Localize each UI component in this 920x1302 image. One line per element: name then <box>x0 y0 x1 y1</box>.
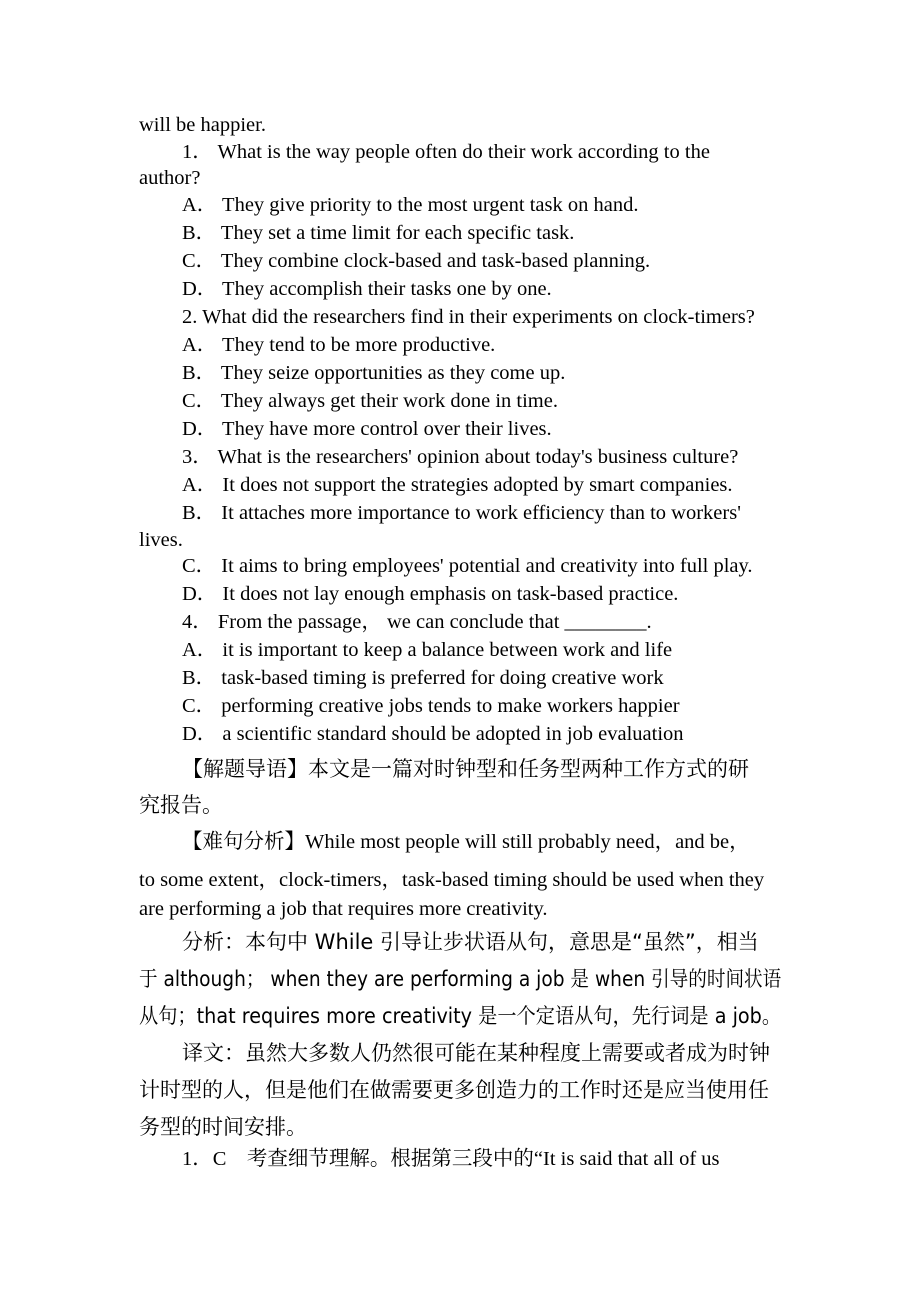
q2-option-c: C． They always get their work done in time. <box>182 390 558 412</box>
guide-heading-line: 【解题导语】本文是一篇对时钟型和任务型两种工作方式的研 <box>182 757 749 781</box>
q3-option-a: A． It does not support the strategies adopted by smart companies. <box>182 474 733 496</box>
q4-option-a: A． it is important to keep a balance between work and life <box>182 639 673 661</box>
q2-option-b: B． They seize opportunities as they come up. <box>182 362 566 384</box>
q3-option-d: D． It does not lay enough emphasis on task-based practice. <box>182 583 679 605</box>
q1-option-a: A． They give priority to the most urgent task on hand. <box>182 194 639 216</box>
q4-option-b: B． task-based timing is preferred for doing creative work <box>182 667 664 689</box>
q3-option-c: C． It aims to bring employees' potential and creativity into full play. <box>182 555 753 577</box>
q4-option-d: D． a scientific standard should be adopted in job evaluation <box>182 723 684 745</box>
analysis-explanation-line-2: 于 although； when they are performing a job 是 when 引导的时间状语 <box>139 967 782 991</box>
translation-line-1: 译文：虽然大多数人仍然很可能在某种程度上需要或者成为时钟 <box>182 1041 770 1065</box>
q3-option-b: B． It attaches more importance to work efficiency than to workers' <box>182 502 741 524</box>
question-4-stem: 4． From the passage， we can conclude that ________. <box>182 611 652 633</box>
q4-option-c: C． performing creative jobs tends to make workers happier <box>182 695 680 717</box>
answer-1-explanation: 1．C 考查细节理解。根据第三段中的“It is said that all of us <box>182 1148 720 1170</box>
analysis-sentence-line-3: are performing a job that requires more creativity. <box>139 898 548 920</box>
analysis-explanation-line-3: 从句；that requires more creativity 是一个定语从句，先行词是 a job。 <box>139 1004 782 1028</box>
question-2-stem: 2. What did the researchers find in their experiments on clock-timers? <box>182 306 755 328</box>
q3-option-b-cont: lives. <box>139 529 183 551</box>
q1-option-d: D． They accomplish their tasks one by one. <box>182 278 552 300</box>
translation-line-2: 计时型的人，但是他们在做需要更多创造力的工作时还是应当使用任 <box>139 1078 769 1102</box>
question-1-stem-cont: author? <box>139 167 201 189</box>
q1-option-c: C． They combine clock-based and task-based planning. <box>182 250 651 272</box>
q1-option-b: B． They set a time limit for each specific task. <box>182 222 575 244</box>
guide-line-2: 究报告。 <box>139 793 223 817</box>
question-1-stem: 1． What is the way people often do their work according to the <box>182 141 710 163</box>
intro-tail: will be happier. <box>139 114 266 136</box>
translation-line-3: 务型的时间安排。 <box>139 1115 307 1139</box>
analysis-heading-line: 【难句分析】While most people will still probably need，and be， <box>182 831 750 853</box>
analysis-sentence-line-2: to some extent，clock-timers，task-based timing should be used when they <box>139 869 765 891</box>
question-3-stem: 3． What is the researchers' opinion about today's business culture? <box>182 446 739 468</box>
q2-option-a: A． They tend to be more productive. <box>182 334 496 356</box>
analysis-explanation-line-1: 分析：本句中 While 引导让步状语从句，意思是“虽然”，相当 <box>182 930 759 954</box>
q2-option-d: D． They have more control over their lives. <box>182 418 552 440</box>
